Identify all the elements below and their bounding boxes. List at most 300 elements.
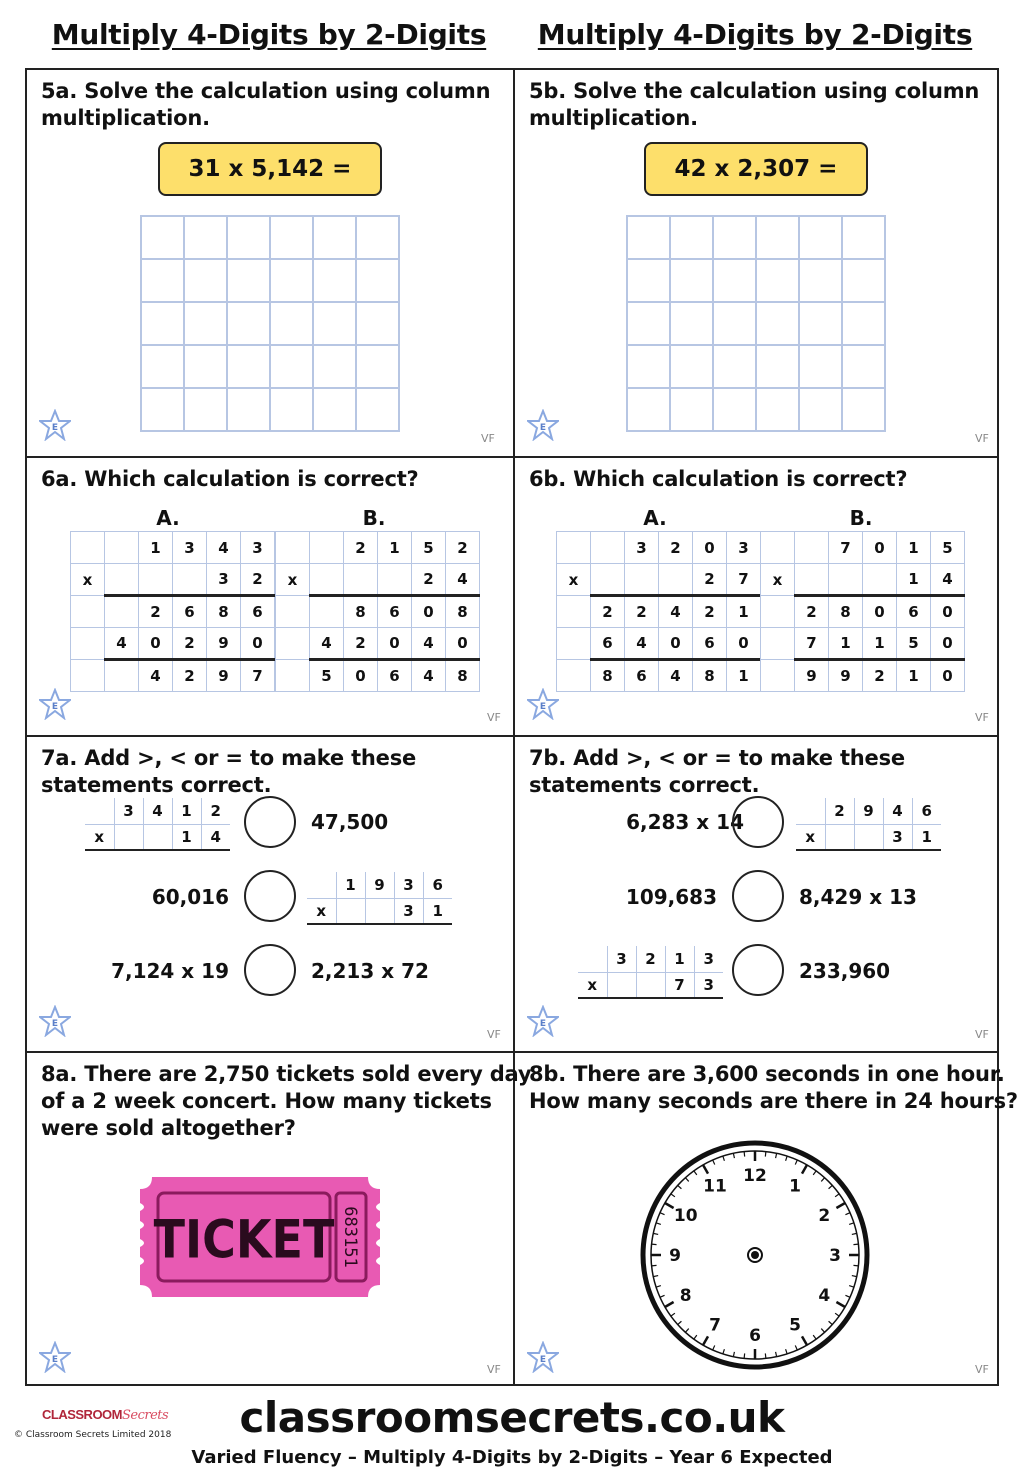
digit-cell: 3 <box>241 532 275 564</box>
statement-1-right: 47,500 <box>311 810 389 834</box>
answer-circle[interactable] <box>732 944 784 996</box>
statement-3-left: 7,124 x 19 <box>111 959 229 983</box>
ticket-number: 683151 <box>340 1206 360 1268</box>
grid-cell[interactable] <box>228 217 271 260</box>
digit-cell <box>578 946 607 972</box>
grid-cell[interactable] <box>142 260 185 303</box>
digit-cell <box>85 798 114 824</box>
grid-cell[interactable] <box>628 389 671 432</box>
digit-cell <box>557 660 591 692</box>
digit-cell: x <box>85 824 114 850</box>
digit-cell: 2 <box>625 596 659 628</box>
digit-cell: 6 <box>591 628 625 660</box>
digit-cell <box>276 660 310 692</box>
digit-cell: 4 <box>143 798 172 824</box>
option-b-label: B. <box>362 506 386 530</box>
clock-face <box>638 1138 872 1372</box>
clock-number: 11 <box>703 1176 727 1197</box>
copyright-text: © Classroom Secrets Limited 2018 <box>14 1430 172 1440</box>
digit-cell: 3 <box>727 532 761 564</box>
grid-cell[interactable] <box>357 303 400 346</box>
digit-cell: 8 <box>207 596 241 628</box>
digit-cell: 0 <box>344 660 378 692</box>
grid-cell[interactable] <box>228 389 271 432</box>
digit-cell <box>173 564 207 596</box>
digit-cell: x <box>557 564 591 596</box>
star-icon <box>39 688 71 720</box>
digit-cell: 9 <box>854 798 883 824</box>
digit-cell: 2 <box>636 946 665 972</box>
statement-2-right-table <box>307 872 452 925</box>
grid-cell[interactable] <box>800 303 843 346</box>
statement-1-left-table <box>85 798 230 851</box>
digit-cell: 1 <box>829 628 863 660</box>
digit-cell: 4 <box>883 798 912 824</box>
digit-cell: 3 <box>694 946 723 972</box>
grid-cell[interactable] <box>714 389 757 432</box>
question-6a <box>27 458 513 735</box>
digit-cell: x <box>761 564 795 596</box>
digit-cell: 9 <box>207 628 241 660</box>
digit-cell <box>625 564 659 596</box>
option-b-label: B. <box>849 506 873 530</box>
grid-cell[interactable] <box>843 389 886 432</box>
digit-cell: 6 <box>912 798 941 824</box>
statement-2-right: 8,429 x 13 <box>799 885 917 909</box>
worksheet-grid <box>25 68 1018 1386</box>
digit-cell: 2 <box>659 532 693 564</box>
digit-cell: 8 <box>446 660 480 692</box>
clock-tick <box>744 1152 745 1157</box>
digit-cell: 4 <box>207 532 241 564</box>
question-7b <box>515 737 1001 1051</box>
calculation-a-table <box>70 531 275 692</box>
digit-cell: 0 <box>931 660 965 692</box>
digit-cell <box>105 564 139 596</box>
digit-cell: 4 <box>659 596 693 628</box>
clock-number: 9 <box>669 1246 681 1266</box>
vf-label: VF <box>975 711 989 724</box>
digit-cell: 1 <box>378 532 412 564</box>
digit-cell: 1 <box>897 564 931 596</box>
digit-cell: 4 <box>931 564 965 596</box>
vf-label: VF <box>975 1028 989 1041</box>
calculation-box: 42 x 2,307 = <box>644 142 868 196</box>
digit-cell: 4 <box>105 628 139 660</box>
digit-cell: 7 <box>241 660 275 692</box>
digit-cell: 2 <box>173 660 207 692</box>
grid-cell[interactable] <box>714 260 757 303</box>
clock-tick <box>652 1265 657 1266</box>
digit-cell: 5 <box>412 532 446 564</box>
digit-cell: x <box>276 564 310 596</box>
digit-cell: 8 <box>693 660 727 692</box>
digit-cell: 0 <box>863 596 897 628</box>
statement-2-left: 109,683 <box>625 885 717 909</box>
grid-cell[interactable] <box>800 346 843 389</box>
svg-text:E: E <box>51 1355 59 1365</box>
digit-cell: 0 <box>412 596 446 628</box>
star-icon <box>527 688 559 720</box>
clock-number: 5 <box>789 1315 801 1336</box>
grid-cell[interactable] <box>314 346 357 389</box>
digit-cell <box>761 596 795 628</box>
digit-cell <box>591 564 625 596</box>
digit-cell <box>105 532 139 564</box>
digit-cell: 8 <box>829 596 863 628</box>
digit-cell <box>825 824 854 850</box>
grid-cell[interactable] <box>714 346 757 389</box>
question-6b <box>515 458 1001 735</box>
answer-circle[interactable] <box>244 870 296 922</box>
question-text: 7a. Add >, < or = to make these statements correct. <box>41 746 417 797</box>
grid-cell[interactable] <box>142 217 185 260</box>
svg-text:E: E <box>51 702 59 712</box>
calculation-a-table <box>556 531 761 692</box>
digit-cell <box>71 532 105 564</box>
statement-1-left: 6,283 x 14 <box>626 810 744 834</box>
digit-cell: 8 <box>344 596 378 628</box>
grid-cell[interactable] <box>357 217 400 260</box>
digit-cell: 1 <box>897 660 931 692</box>
answer-grid[interactable] <box>626 215 886 432</box>
digit-cell: 1 <box>336 872 365 898</box>
digit-cell <box>71 628 105 660</box>
digit-cell: 1 <box>727 660 761 692</box>
grid-cell[interactable] <box>757 303 800 346</box>
grid-cell[interactable] <box>271 389 314 432</box>
grid-cell[interactable] <box>228 303 271 346</box>
grid-cell[interactable] <box>628 260 671 303</box>
digit-cell: 4 <box>201 824 230 850</box>
ticket-word: TICKET <box>153 1208 335 1271</box>
digit-cell <box>591 532 625 564</box>
digit-cell: 2 <box>693 564 727 596</box>
option-a-label: A. <box>156 506 180 530</box>
answer-circle[interactable] <box>732 796 784 848</box>
clock-number: 7 <box>709 1315 721 1336</box>
digit-cell: 0 <box>693 532 727 564</box>
question-text: 6b. Which calculation is correct? <box>529 467 908 491</box>
digit-cell <box>114 824 143 850</box>
question-text: 6a. Which calculation is correct? <box>41 467 419 491</box>
statement-3-right: 233,960 <box>799 959 891 983</box>
question-5b <box>515 70 1001 456</box>
digit-cell <box>378 564 412 596</box>
digit-cell <box>276 596 310 628</box>
statement-2-left: 60,016 <box>151 885 229 909</box>
answer-circle[interactable] <box>732 870 784 922</box>
digit-cell: 0 <box>241 628 275 660</box>
digit-cell: 2 <box>344 628 378 660</box>
digit-cell: 2 <box>412 564 446 596</box>
digit-cell: 3 <box>207 564 241 596</box>
digit-cell: 1 <box>172 824 201 850</box>
digit-cell: 3 <box>114 798 143 824</box>
grid-cell[interactable] <box>185 217 228 260</box>
grid-cell[interactable] <box>800 260 843 303</box>
grid-cell[interactable] <box>271 217 314 260</box>
digit-cell: 9 <box>829 660 863 692</box>
grid-cell[interactable] <box>142 303 185 346</box>
digit-cell <box>761 628 795 660</box>
digit-cell: 4 <box>659 660 693 692</box>
grid-cell[interactable] <box>671 346 714 389</box>
digit-cell: 1 <box>665 946 694 972</box>
digit-cell: 6 <box>897 596 931 628</box>
digit-cell: 7 <box>795 628 829 660</box>
grid-cell[interactable] <box>800 217 843 260</box>
grid-cell[interactable] <box>314 303 357 346</box>
grid-cell[interactable] <box>357 346 400 389</box>
grid-cell[interactable] <box>271 303 314 346</box>
question-5a <box>27 70 513 456</box>
digit-cell: 4 <box>412 628 446 660</box>
digit-cell <box>139 564 173 596</box>
digit-cell: 3 <box>625 532 659 564</box>
digit-cell <box>557 596 591 628</box>
digit-cell: 5 <box>897 628 931 660</box>
grid-cell[interactable] <box>628 217 671 260</box>
digit-cell: 8 <box>591 660 625 692</box>
digit-cell: 9 <box>207 660 241 692</box>
grid-cell[interactable] <box>757 217 800 260</box>
digit-cell: 4 <box>412 660 446 692</box>
digit-cell: 0 <box>378 628 412 660</box>
digit-cell <box>795 564 829 596</box>
digit-cell <box>557 628 591 660</box>
digit-cell <box>310 596 344 628</box>
digit-cell: 2 <box>173 628 207 660</box>
star-icon <box>39 409 71 441</box>
ticket-image <box>140 1177 380 1297</box>
digit-cell: 2 <box>446 532 480 564</box>
svg-text:E: E <box>539 423 547 433</box>
digit-cell <box>336 898 365 924</box>
digit-cell: 3 <box>694 972 723 998</box>
grid-cell[interactable] <box>843 346 886 389</box>
digit-cell <box>607 972 636 998</box>
digit-cell <box>557 532 591 564</box>
answer-grid[interactable] <box>140 215 400 432</box>
digit-cell <box>659 564 693 596</box>
grid-cell[interactable] <box>628 303 671 346</box>
question-text: 5a. Solve the calculation using column multiplication. <box>41 79 491 130</box>
grid-cell[interactable] <box>185 346 228 389</box>
grid-cell[interactable] <box>843 303 886 346</box>
clock-number: 1 <box>789 1176 801 1197</box>
question-text: 5b. Solve the calculation using column multiplication. <box>529 79 980 130</box>
vf-label: VF <box>487 1028 501 1041</box>
digit-cell <box>795 532 829 564</box>
digit-cell: 5 <box>931 532 965 564</box>
grid-cell[interactable] <box>142 346 185 389</box>
grid-cell[interactable] <box>671 217 714 260</box>
star-icon <box>39 1341 71 1373</box>
digit-cell: 3 <box>173 532 207 564</box>
digit-cell: 0 <box>931 596 965 628</box>
question-8a <box>27 1053 532 1386</box>
worksheet-subtitle: Varied Fluency – Multiply 4-Digits by 2-Digits – Year 6 Expected <box>191 1447 833 1468</box>
answer-circle[interactable] <box>244 944 296 996</box>
grid-cell[interactable] <box>843 260 886 303</box>
clock-number: 6 <box>749 1326 761 1346</box>
digit-cell: 2 <box>693 596 727 628</box>
digit-cell: 4 <box>446 564 480 596</box>
digit-cell <box>310 564 344 596</box>
grid-cell[interactable] <box>357 260 400 303</box>
digit-cell: 1 <box>139 532 173 564</box>
digit-cell: 0 <box>931 628 965 660</box>
clock-tick <box>765 1353 766 1358</box>
grid-cell[interactable] <box>714 217 757 260</box>
svg-text:E: E <box>539 1019 547 1029</box>
grid-cell[interactable] <box>757 260 800 303</box>
vf-label: VF <box>481 432 495 445</box>
digit-cell: 1 <box>912 824 941 850</box>
grid-cell[interactable] <box>142 389 185 432</box>
grid-cell[interactable] <box>185 260 228 303</box>
digit-cell: 4 <box>625 628 659 660</box>
grid-cell[interactable] <box>314 217 357 260</box>
digit-cell: 2 <box>241 564 275 596</box>
digit-cell: 5 <box>310 660 344 692</box>
digit-cell: 6 <box>173 596 207 628</box>
calculation-b-table <box>275 531 480 692</box>
clock-tick <box>853 1244 858 1245</box>
grid-cell[interactable] <box>671 303 714 346</box>
digit-cell: 0 <box>727 628 761 660</box>
grid-cell[interactable] <box>843 217 886 260</box>
digit-cell: 6 <box>378 596 412 628</box>
question-text: 8a. There are 2,750 tickets sold every day of a 2 week concert. How many tickets were sold altogether? <box>41 1062 532 1140</box>
star-icon <box>527 1005 559 1037</box>
digit-cell: 1 <box>727 596 761 628</box>
clock-tick <box>853 1265 858 1266</box>
calculation-box: 31 x 5,142 = <box>158 142 382 196</box>
digit-cell: 1 <box>423 898 452 924</box>
digit-cell <box>761 660 795 692</box>
clock-tick <box>765 1152 766 1157</box>
grid-cell[interactable] <box>628 346 671 389</box>
svg-text:E: E <box>539 702 547 712</box>
digit-cell <box>863 564 897 596</box>
digit-cell: 6 <box>378 660 412 692</box>
digit-cell: 3 <box>607 946 636 972</box>
grid-cell[interactable] <box>757 346 800 389</box>
digit-cell: 2 <box>344 532 378 564</box>
digit-cell: 7 <box>665 972 694 998</box>
digit-cell <box>105 660 139 692</box>
svg-text:E: E <box>539 1355 547 1365</box>
digit-cell: x <box>578 972 607 998</box>
grid-cell[interactable] <box>228 346 271 389</box>
digit-cell <box>143 824 172 850</box>
grid-cell[interactable] <box>714 303 757 346</box>
digit-cell: 2 <box>591 596 625 628</box>
digit-cell: 1 <box>172 798 201 824</box>
digit-cell <box>310 532 344 564</box>
grid-cell[interactable] <box>271 346 314 389</box>
digit-cell: 1 <box>863 628 897 660</box>
vf-label: VF <box>975 432 989 445</box>
worksheet-title-left: Multiply 4-Digits by 2-Digits <box>51 18 487 51</box>
grid-cell[interactable] <box>185 389 228 432</box>
svg-text:E: E <box>51 1019 59 1029</box>
grid-cell[interactable] <box>357 389 400 432</box>
grid-cell[interactable] <box>228 260 271 303</box>
grid-cell[interactable] <box>314 389 357 432</box>
svg-text:E: E <box>51 423 59 433</box>
grid-cell[interactable] <box>271 260 314 303</box>
digit-cell <box>105 596 139 628</box>
digit-cell: 9 <box>365 872 394 898</box>
digit-cell: 0 <box>863 532 897 564</box>
grid-cell[interactable] <box>800 389 843 432</box>
digit-cell: 4 <box>139 660 173 692</box>
question-8b <box>515 1053 1018 1386</box>
calculation-b-table <box>760 531 965 692</box>
option-a-label: A. <box>643 506 667 530</box>
star-icon <box>527 409 559 441</box>
digit-cell <box>761 532 795 564</box>
digit-cell: x <box>796 824 825 850</box>
clock-number: 3 <box>829 1246 841 1266</box>
digit-cell: x <box>307 898 336 924</box>
question-text: 7b. Add >, < or = to make these statements correct. <box>529 746 905 797</box>
statement-3-left-table <box>578 946 723 999</box>
digit-cell <box>71 660 105 692</box>
statement-3-right: 2,213 x 72 <box>311 959 429 983</box>
digit-cell: 2 <box>139 596 173 628</box>
digit-cell <box>365 898 394 924</box>
digit-cell: 0 <box>446 628 480 660</box>
clock-number: 8 <box>679 1286 692 1306</box>
digit-cell: 7 <box>727 564 761 596</box>
digit-cell: 6 <box>625 660 659 692</box>
digit-cell: x <box>71 564 105 596</box>
grid-cell[interactable] <box>671 260 714 303</box>
grid-cell[interactable] <box>314 260 357 303</box>
digit-cell: 6 <box>241 596 275 628</box>
digit-cell <box>796 798 825 824</box>
grid-cell[interactable] <box>671 389 714 432</box>
digit-cell <box>307 872 336 898</box>
digit-cell: 3 <box>394 872 423 898</box>
digit-cell <box>854 824 883 850</box>
digit-cell <box>829 564 863 596</box>
vf-label: VF <box>975 1363 989 1376</box>
digit-cell <box>71 596 105 628</box>
grid-cell[interactable] <box>757 389 800 432</box>
digit-cell: 8 <box>446 596 480 628</box>
digit-cell: 0 <box>139 628 173 660</box>
classroom-secrets-logo: CLASSROOMSecrets <box>42 1407 169 1423</box>
clock-number: 4 <box>818 1286 831 1306</box>
digit-cell: 7 <box>829 532 863 564</box>
answer-circle[interactable] <box>244 796 296 848</box>
digit-cell: 2 <box>201 798 230 824</box>
vf-label: VF <box>487 1363 501 1376</box>
website-url: classroomsecrets.co.uk <box>239 1393 785 1442</box>
digit-cell: 2 <box>825 798 854 824</box>
clock-number: 2 <box>818 1206 831 1226</box>
grid-cell[interactable] <box>185 303 228 346</box>
digit-cell <box>636 972 665 998</box>
digit-cell <box>344 564 378 596</box>
digit-cell: 6 <box>693 628 727 660</box>
digit-cell: 6 <box>423 872 452 898</box>
